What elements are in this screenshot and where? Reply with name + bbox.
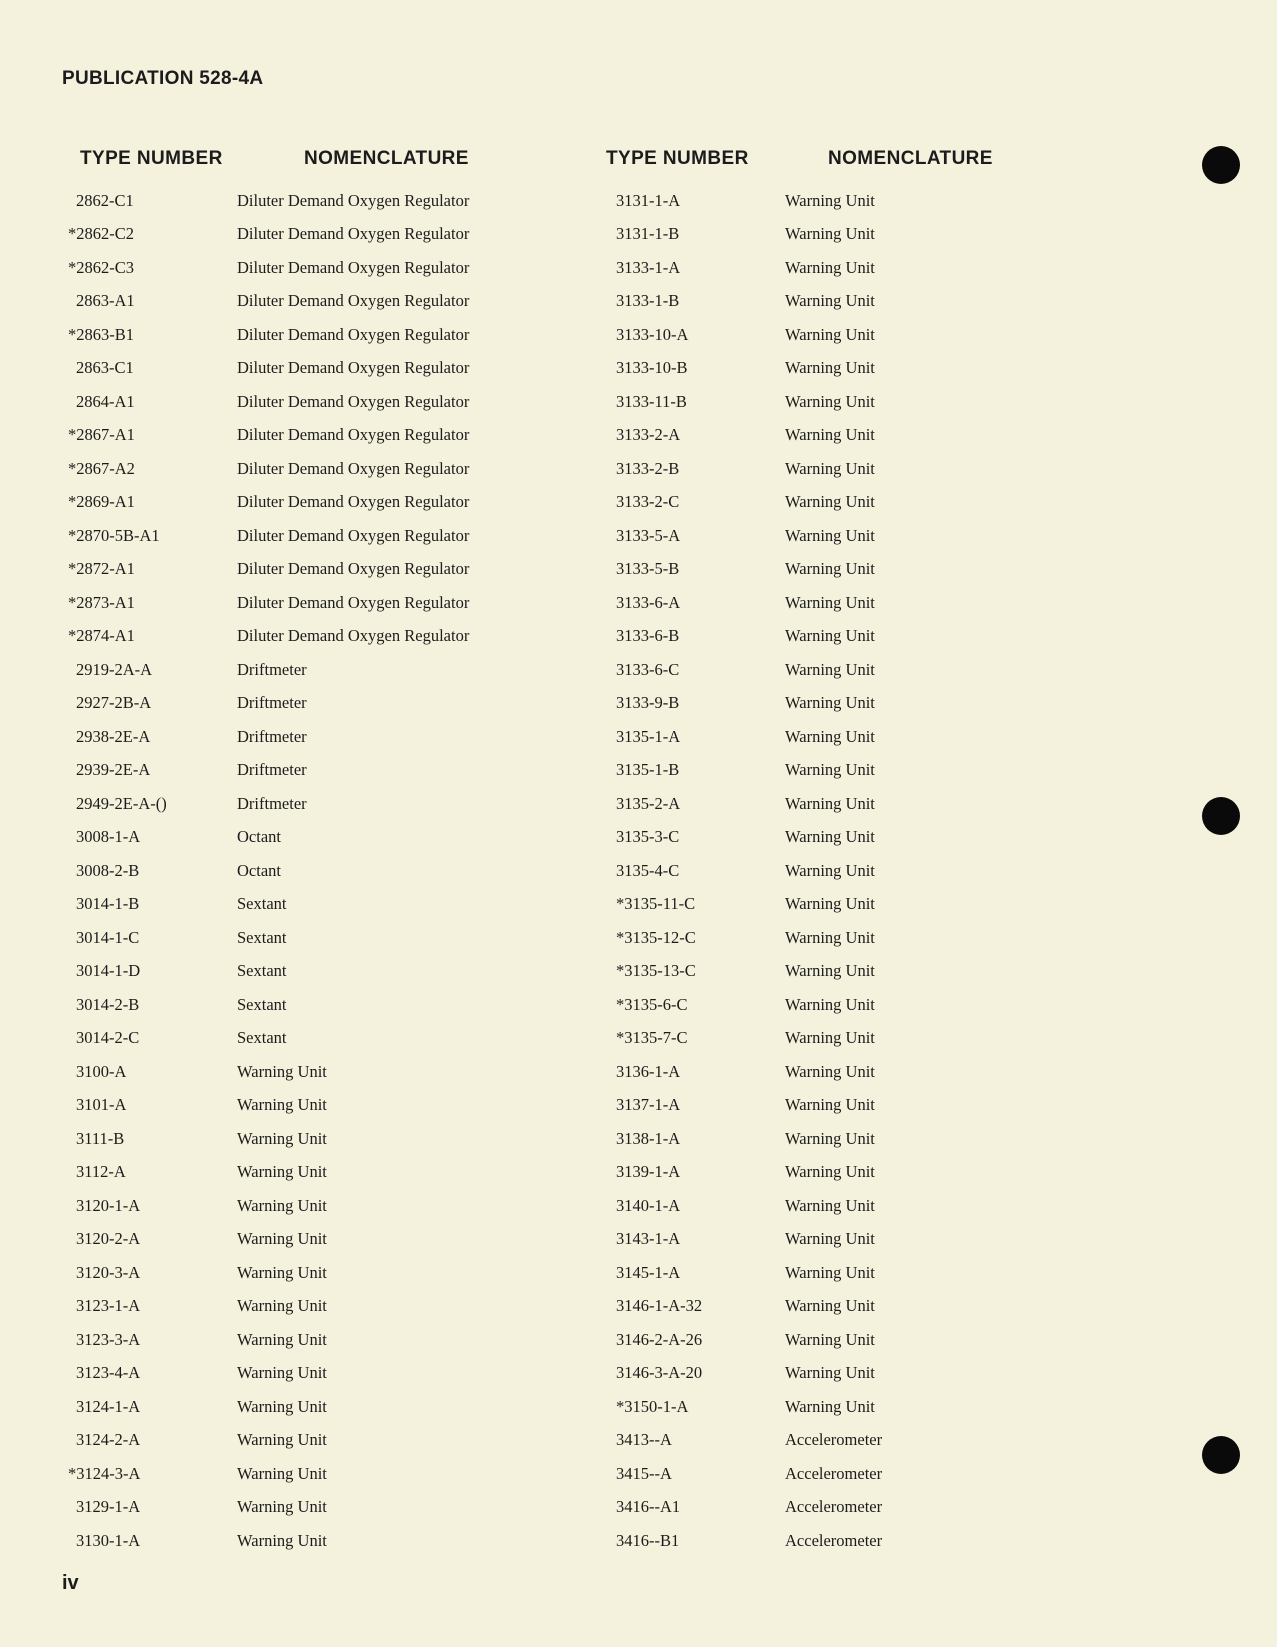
table-row [606, 452, 1076, 486]
type-number-cell: 3014-2-B [76, 994, 140, 1014]
nomenclature-cell: Warning Unit [785, 1162, 875, 1182]
nomenclature-cell: Warning Unit [785, 324, 875, 344]
nomenclature-cell: Warning Unit [785, 1095, 875, 1115]
nomenclature-cell: Warning Unit [785, 827, 875, 847]
nomenclature-cell: Warning Unit [237, 1262, 327, 1282]
table-row [606, 955, 1076, 989]
table-row [58, 1457, 578, 1491]
nomenclature-cell: Warning Unit [785, 257, 875, 277]
type-number-cell: 3133-6-C [616, 659, 680, 679]
type-number-cell: 3014-1-C [76, 927, 140, 947]
type-number-cell: 3133-5-A [616, 525, 681, 545]
nomenclature-cell: Warning Unit [785, 1229, 875, 1249]
type-number-cell: 3120-1-A [76, 1195, 141, 1215]
table-row [58, 352, 578, 386]
table-row [58, 419, 578, 453]
left-table [58, 148, 578, 1558]
nomenclature-cell: Warning Unit [785, 693, 875, 713]
nomenclature-cell: Warning Unit [785, 1061, 875, 1081]
nomenclature-cell: Driftmeter [237, 693, 307, 713]
nomenclature-cell: Accelerometer [785, 1530, 883, 1550]
nomenclature-cell: Octant [237, 860, 281, 880]
type-number-cell: 3111-B [76, 1128, 125, 1148]
table-row [58, 251, 578, 285]
nomenclature-cell: Warning Unit [237, 1530, 327, 1550]
nomenclature-cell: Warning Unit [237, 1128, 327, 1148]
type-number-cell: 2938-2E-A [76, 726, 151, 746]
type-number-cell: 3123-4-A [76, 1363, 141, 1383]
nomenclature-cell: Octant [237, 827, 281, 847]
table-row [606, 1122, 1076, 1156]
nomenclature-cell: Warning Unit [785, 961, 875, 981]
table-row [58, 720, 578, 754]
table-row [606, 218, 1076, 252]
table-row [606, 553, 1076, 587]
type-number-cell: *3135-13-C [616, 961, 696, 981]
nomenclature-cell: Driftmeter [237, 793, 307, 813]
type-number-cell: 3133-10-B [616, 358, 688, 378]
type-number-cell: *3135-6-C [616, 994, 688, 1014]
table-row [606, 921, 1076, 955]
nomenclature-cell: Warning Unit [785, 1296, 875, 1316]
table-row [58, 318, 578, 352]
table-row [58, 285, 578, 319]
type-number-cell: 3101-A [76, 1095, 127, 1115]
table-row [58, 821, 578, 855]
type-number-cell: 3124-2-A [76, 1430, 141, 1450]
nomenclature-cell: Warning Unit [785, 994, 875, 1014]
table-row [606, 888, 1076, 922]
table-row [58, 452, 578, 486]
type-number-cell: 2864-A1 [76, 391, 135, 411]
type-number-heading: TYPE NUMBER [606, 148, 749, 169]
type-number-cell: *2873-A1 [68, 592, 135, 612]
publication-header: PUBLICATION 528-4A [62, 68, 264, 89]
table-row [606, 1089, 1076, 1123]
table-row [58, 1089, 578, 1123]
table-row [606, 620, 1076, 654]
table-row [606, 352, 1076, 386]
nomenclature-cell: Warning Unit [237, 1296, 327, 1316]
table-row [606, 1457, 1076, 1491]
table-row [58, 1323, 578, 1357]
nomenclature-cell: Driftmeter [237, 760, 307, 780]
table-row [606, 1156, 1076, 1190]
table-row [58, 1424, 578, 1458]
table-row [58, 854, 578, 888]
nomenclature-cell: Warning Unit [785, 1028, 875, 1048]
nomenclature-cell: Diluter Demand Oxygen Regulator [237, 425, 470, 445]
nomenclature-cell: Warning Unit [237, 1229, 327, 1249]
type-number-cell: 3138-1-A [616, 1128, 681, 1148]
table-row [58, 218, 578, 252]
nomenclature-cell: Warning Unit [237, 1162, 327, 1182]
type-number-cell: 2949-2E-A-() [76, 793, 167, 813]
type-number-cell: 3133-2-B [616, 458, 680, 478]
nomenclature-cell: Warning Unit [237, 1396, 327, 1416]
table-row [58, 1491, 578, 1525]
table-row [606, 854, 1076, 888]
nomenclature-cell: Warning Unit [785, 894, 875, 914]
type-number-cell: 3014-2-C [76, 1028, 140, 1048]
table-row [58, 754, 578, 788]
nomenclature-cell: Diluter Demand Oxygen Regulator [237, 592, 470, 612]
table-row [606, 419, 1076, 453]
nomenclature-cell: Warning Unit [785, 1396, 875, 1416]
nomenclature-cell: Warning Unit [785, 559, 875, 579]
table-row [58, 553, 578, 587]
type-number-cell: 3145-1-A [616, 1262, 681, 1282]
table-row [58, 1122, 578, 1156]
table-row [58, 1256, 578, 1290]
table-row [606, 385, 1076, 419]
nomenclature-cell: Diluter Demand Oxygen Regulator [237, 559, 470, 579]
nomenclature-cell: Warning Unit [785, 190, 875, 210]
nomenclature-cell: Warning Unit [785, 525, 875, 545]
nomenclature-cell: Warning Unit [237, 1497, 327, 1517]
table-row [606, 251, 1076, 285]
nomenclature-cell: Warning Unit [785, 659, 875, 679]
nomenclature-cell: Sextant [237, 994, 287, 1014]
type-number-cell: 3135-4-C [616, 860, 680, 880]
table-row [606, 1290, 1076, 1324]
type-number-cell: 3136-1-A [616, 1061, 681, 1081]
right-table-header [606, 148, 1076, 184]
table-row [58, 519, 578, 553]
type-number-cell: 3133-9-B [616, 693, 680, 713]
type-number-cell: *2863-B1 [68, 324, 134, 344]
type-number-cell: *3124-3-A [68, 1463, 141, 1483]
type-number-cell: 3133-2-A [616, 425, 681, 445]
type-number-cell: *2870-5B-A1 [68, 525, 160, 545]
type-number-cell: *3135-12-C [616, 927, 696, 947]
nomenclature-cell: Warning Unit [785, 726, 875, 746]
type-number-cell: 2939-2E-A [76, 760, 151, 780]
type-number-heading: TYPE NUMBER [80, 148, 223, 169]
table-row [606, 1189, 1076, 1223]
nomenclature-cell: Warning Unit [785, 1195, 875, 1215]
type-number-cell: 3413--A [616, 1430, 672, 1450]
nomenclature-cell: Accelerometer [785, 1430, 883, 1450]
nomenclature-cell: Sextant [237, 927, 287, 947]
type-number-cell: *2867-A2 [68, 458, 135, 478]
nomenclature-cell: Warning Unit [785, 626, 875, 646]
type-number-cell: 2862-C1 [76, 190, 134, 210]
nomenclature-cell: Accelerometer [785, 1497, 883, 1517]
table-row [58, 955, 578, 989]
type-number-cell: 3146-1-A-32 [616, 1296, 703, 1316]
table-row [58, 1524, 578, 1558]
type-number-cell: 3133-5-B [616, 559, 680, 579]
type-number-cell: 3112-A [76, 1162, 126, 1182]
table-row [58, 486, 578, 520]
nomenclature-cell: Warning Unit [785, 391, 875, 411]
table-row [606, 1524, 1076, 1558]
nomenclature-cell: Warning Unit [785, 927, 875, 947]
left-table-header [58, 148, 578, 184]
nomenclature-cell: Warning Unit [785, 492, 875, 512]
type-number-cell: 3008-1-A [76, 827, 141, 847]
table-row [606, 1323, 1076, 1357]
nomenclature-cell: Diluter Demand Oxygen Regulator [237, 525, 470, 545]
table-row [606, 519, 1076, 553]
table-row [606, 821, 1076, 855]
table-row [58, 586, 578, 620]
table-row [606, 653, 1076, 687]
nomenclature-cell: Sextant [237, 961, 287, 981]
nomenclature-cell: Warning Unit [785, 1329, 875, 1349]
type-number-cell: 3146-3-A-20 [616, 1363, 703, 1383]
type-number-cell: 3135-1-B [616, 760, 680, 780]
table-row [606, 1256, 1076, 1290]
type-number-cell: 2863-A1 [76, 291, 135, 311]
type-number-cell: 3137-1-A [616, 1095, 681, 1115]
type-number-cell: 3131-1-B [616, 224, 680, 244]
table-row [58, 620, 578, 654]
nomenclature-cell: Diluter Demand Oxygen Regulator [237, 391, 470, 411]
type-number-cell: 3120-3-A [76, 1262, 141, 1282]
type-number-cell: 3415--A [616, 1463, 672, 1483]
type-number-cell: 3140-1-A [616, 1195, 681, 1215]
table-row [606, 988, 1076, 1022]
type-number-cell: 3123-1-A [76, 1296, 141, 1316]
nomenclature-cell: Warning Unit [785, 1128, 875, 1148]
binder-hole-middle [1202, 797, 1240, 835]
type-number-cell: 3008-2-B [76, 860, 140, 880]
type-number-cell: 3130-1-A [76, 1530, 141, 1550]
nomenclature-cell: Warning Unit [237, 1095, 327, 1115]
table-row [606, 318, 1076, 352]
table-row [606, 285, 1076, 319]
nomenclature-cell: Warning Unit [785, 860, 875, 880]
table-row [58, 184, 578, 218]
type-number-cell: 3131-1-A [616, 190, 681, 210]
table-row [606, 720, 1076, 754]
type-number-cell: 3129-1-A [76, 1497, 141, 1517]
table-row [58, 1390, 578, 1424]
table-row [606, 787, 1076, 821]
nomenclature-heading: NOMENCLATURE [828, 148, 993, 169]
table-row [58, 653, 578, 687]
table-row [606, 1223, 1076, 1257]
type-number-cell: 2927-2B-A [76, 693, 152, 713]
nomenclature-cell: Warning Unit [785, 458, 875, 478]
binder-hole-bottom [1202, 1436, 1240, 1474]
nomenclature-cell: Warning Unit [785, 793, 875, 813]
nomenclature-cell: Warning Unit [785, 592, 875, 612]
type-number-cell: 3135-1-A [616, 726, 681, 746]
nomenclature-cell: Diluter Demand Oxygen Regulator [237, 291, 470, 311]
type-number-cell: 3416--A1 [616, 1497, 681, 1517]
type-number-cell: 3014-1-B [76, 894, 140, 914]
table-row [606, 586, 1076, 620]
type-number-cell: *3150-1-A [616, 1396, 689, 1416]
nomenclature-cell: Warning Unit [785, 1262, 875, 1282]
left-table-body [58, 184, 578, 1558]
nomenclature-cell: Warning Unit [237, 1463, 327, 1483]
table-row [606, 1055, 1076, 1089]
nomenclature-cell: Driftmeter [237, 659, 307, 679]
type-number-cell: 3133-1-B [616, 291, 680, 311]
type-number-cell: 3123-3-A [76, 1329, 141, 1349]
nomenclature-cell: Warning Unit [785, 1363, 875, 1383]
table-row [58, 787, 578, 821]
binder-hole-top [1202, 146, 1240, 184]
type-number-cell: 3146-2-A-26 [616, 1329, 703, 1349]
table-row [606, 1424, 1076, 1458]
table-row [58, 1156, 578, 1190]
type-number-cell: 3133-11-B [616, 391, 687, 411]
nomenclature-cell: Warning Unit [237, 1430, 327, 1450]
type-number-cell: 3133-2-C [616, 492, 680, 512]
right-table [606, 148, 1076, 1558]
nomenclature-heading: NOMENCLATURE [304, 148, 469, 169]
table-row [58, 921, 578, 955]
nomenclature-cell: Diluter Demand Oxygen Regulator [237, 358, 470, 378]
type-number-cell: 3133-6-B [616, 626, 680, 646]
type-number-cell: *3135-7-C [616, 1028, 688, 1048]
right-table-body [606, 184, 1076, 1558]
nomenclature-cell: Warning Unit [785, 760, 875, 780]
table-row [58, 385, 578, 419]
nomenclature-cell: Warning Unit [785, 224, 875, 244]
type-number-cell: *2862-C3 [68, 257, 134, 277]
type-number-cell: *2874-A1 [68, 626, 135, 646]
table-row [58, 1223, 578, 1257]
type-number-cell: 3135-3-C [616, 827, 680, 847]
type-number-cell: 2919-2A-A [76, 659, 153, 679]
table-row [58, 1189, 578, 1223]
table-row [606, 184, 1076, 218]
type-number-cell: 3143-1-A [616, 1229, 681, 1249]
nomenclature-cell: Warning Unit [785, 425, 875, 445]
type-number-cell: 3133-10-A [616, 324, 689, 344]
type-number-cell: *2872-A1 [68, 559, 135, 579]
type-number-cell: 3124-1-A [76, 1396, 141, 1416]
table-row [58, 687, 578, 721]
nomenclature-cell: Warning Unit [237, 1329, 327, 1349]
type-number-cell: 3133-6-A [616, 592, 681, 612]
type-number-cell: *2867-A1 [68, 425, 135, 445]
table-row [606, 687, 1076, 721]
nomenclature-cell: Warning Unit [237, 1363, 327, 1383]
type-number-cell: *2869-A1 [68, 492, 135, 512]
page-number: iv [62, 1572, 79, 1594]
table-row [58, 1290, 578, 1324]
type-number-cell: 2863-C1 [76, 358, 134, 378]
nomenclature-cell: Warning Unit [785, 358, 875, 378]
type-number-cell: 3120-2-A [76, 1229, 141, 1249]
nomenclature-cell: Diluter Demand Oxygen Regulator [237, 492, 470, 512]
nomenclature-cell: Diluter Demand Oxygen Regulator [237, 257, 470, 277]
table-row [606, 1357, 1076, 1391]
table-row [606, 486, 1076, 520]
nomenclature-cell: Diluter Demand Oxygen Regulator [237, 458, 470, 478]
table-row [58, 888, 578, 922]
table-row [606, 1390, 1076, 1424]
type-number-cell: 3416--B1 [616, 1530, 680, 1550]
nomenclature-cell: Diluter Demand Oxygen Regulator [237, 224, 470, 244]
type-number-cell: 3139-1-A [616, 1162, 681, 1182]
nomenclature-cell: Accelerometer [785, 1463, 883, 1483]
nomenclature-cell: Diluter Demand Oxygen Regulator [237, 190, 470, 210]
table-row [58, 1022, 578, 1056]
nomenclature-cell: Warning Unit [237, 1195, 327, 1215]
type-number-cell: *3135-11-C [616, 894, 696, 914]
type-number-cell: 3014-1-D [76, 961, 141, 981]
table-row [58, 1055, 578, 1089]
nomenclature-cell: Warning Unit [237, 1061, 327, 1081]
nomenclature-cell: Sextant [237, 1028, 287, 1048]
nomenclature-cell: Diluter Demand Oxygen Regulator [237, 626, 470, 646]
nomenclature-cell: Diluter Demand Oxygen Regulator [237, 324, 470, 344]
type-number-cell: 3100-A [76, 1061, 127, 1081]
type-number-cell: 3133-1-A [616, 257, 681, 277]
type-number-cell: 3135-2-A [616, 793, 681, 813]
table-row [606, 1491, 1076, 1525]
type-number-cell: *2862-C2 [68, 224, 134, 244]
table-row [606, 1022, 1076, 1056]
table-row [58, 988, 578, 1022]
table-row [606, 754, 1076, 788]
table-row [58, 1357, 578, 1391]
nomenclature-cell: Driftmeter [237, 726, 307, 746]
nomenclature-cell: Sextant [237, 894, 287, 914]
nomenclature-cell: Warning Unit [785, 291, 875, 311]
